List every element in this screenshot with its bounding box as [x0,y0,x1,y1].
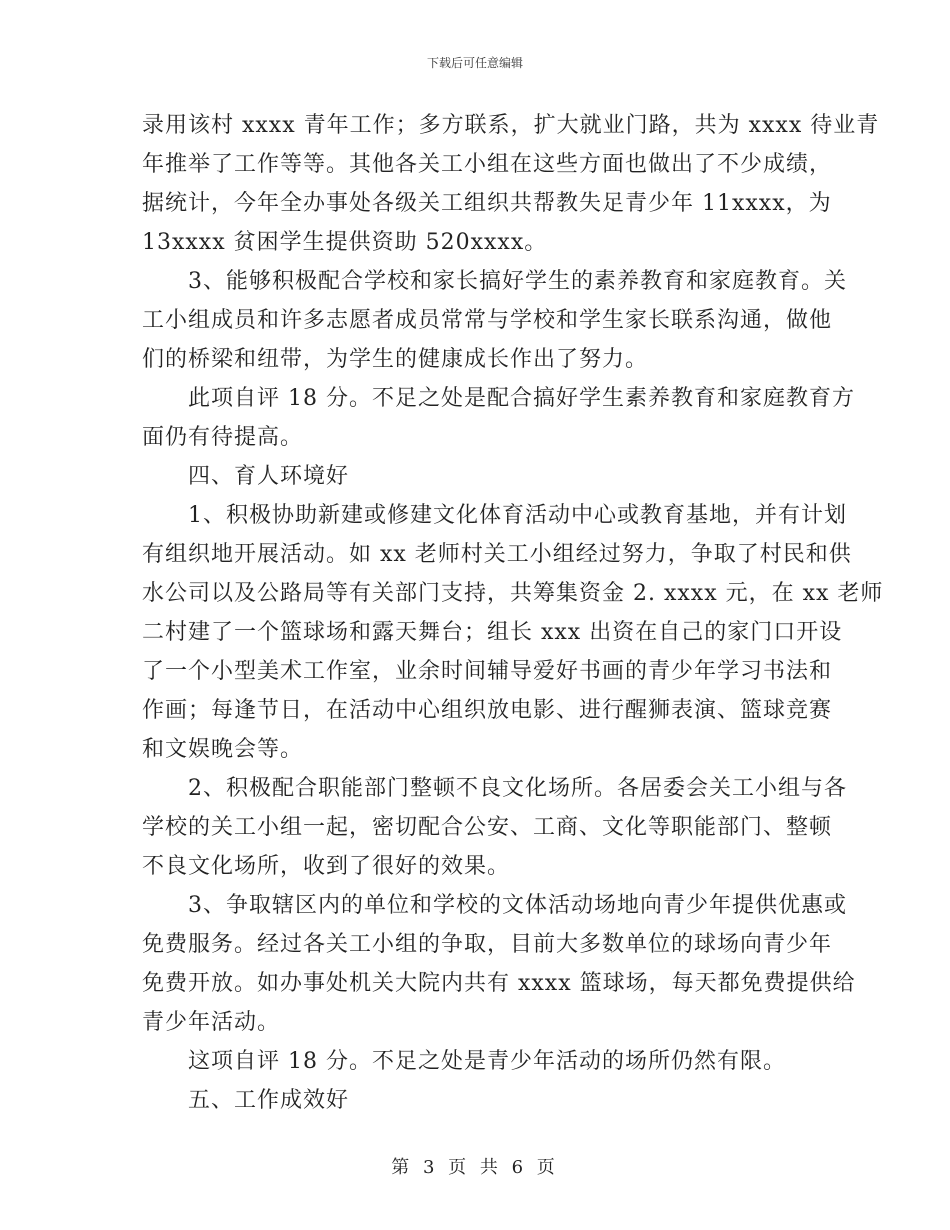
text-line: 3、能够积极配合学校和家长搞好学生的素养教育和家庭教育。关 [188,269,847,294]
page-footer: 第 3 页 共 6 页 [391,1157,559,1178]
text-line: 们的桥梁和纽带，为学生的健康成长作出了努力。 [142,347,649,372]
text-line: 青少年活动。 [142,1010,281,1035]
document-body [142,106,884,1120]
text-line: 不良文化场所，收到了很好的效果。 [142,854,511,879]
text-line: 了一个小型美术工作室，业余时间辅导爱好书画的青少年学习书法和 [142,659,833,684]
page-header: 下载后可任意编辑 [426,56,523,70]
paragraph [142,262,847,379]
text-line: 四、育人环境好 [188,464,350,489]
text-line: 1、积极协助新建或修建文化体育活动中心或教育基地，并有计划 [188,503,847,528]
text-line: 录用该村 xxxx 青年工作；多方联系，扩大就业门路，共为 xxxx 待业青 [142,113,880,138]
text-line: 年推举了工作等等。其他各关工小组在这些方面也做出了不少成绩， [142,152,833,177]
text-line: 免费开放。如办事处机关大院内共有 xxxx 篮球场，每天都免费提供给 [142,971,856,996]
text-line: 免费服务。经过各关工小组的争取，目前大多数单位的球场向青少年 [142,932,833,957]
text-line: 面仍有待提高。 [142,425,304,450]
text-line: 13xxxx 贫困学生提供资助 520xxxx。 [142,230,548,255]
text-line: 水公司以及公路局等有关部门支持，共筹集资金 2. xxxx 元，在 xx 老师 [142,581,884,606]
paragraph [142,1081,810,1120]
text-line: 和文娱晚会等。 [142,737,304,762]
text-line: 此项自评 18 分。不足之处是配合搞好学生素养教育和家庭教育方 [188,386,855,411]
text-line: 作画；每逢节日，在活动中心组织放电影、进行醒狮表演、篮球竞赛 [142,698,833,723]
text-line: 工小组成员和许多志愿者成员常常与学校和学生家长联系沟通，做他 [142,308,833,333]
paragraph [142,1042,810,1081]
text-line: 二村建了一个篮球场和露天舞台；组长 xxx 出资在自己的家门口开设 [142,620,843,645]
text-line: 2、积极配合职能部门整顿不良文化场所。各居委会关工小组与各 [188,776,847,801]
paragraph [142,496,884,769]
paragraph [142,379,855,457]
text-line: 学校的关工小组一起，密切配合公安、工商、文化等职能部门、整顿 [142,815,833,840]
paragraph [142,886,856,1042]
text-line: 五、工作成效好 [188,1088,350,1113]
text-line: 据统计，今年全办事处各级关工组织共帮教失足青少年 11xxxx，为 [142,191,832,216]
text-line: 这项自评 18 分。不足之处是青少年活动的场所仍然有限。 [188,1049,786,1074]
paragraph [142,106,880,262]
paragraph [142,769,847,886]
text-line: 3、争取辖区内的单位和学校的文体活动场地向青少年提供优惠或 [188,893,847,918]
paragraph [142,457,810,496]
text-line: 有组织地开展活动。如 xx 老师村关工小组经过努力，争取了村民和供 [142,542,852,567]
